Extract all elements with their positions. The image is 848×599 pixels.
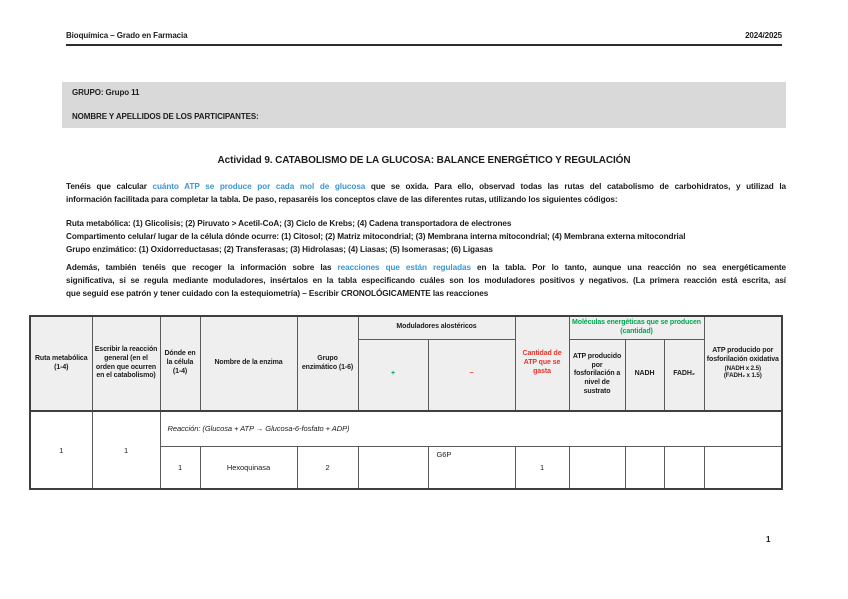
cell-modulador-positivo: [358, 446, 428, 489]
intro-highlight-blue: cuánto ATP se produce por cada mol de glucosa: [152, 182, 366, 191]
instructions-paragraph: [66, 261, 786, 300]
code-values: (1) Citosol; (2) Matriz mitocondrial; (3) Membrana interna mitocondrial; (4) Membrana externa mitocondrial: [279, 232, 686, 241]
instructions-text: Además, también tenéis que recoger la información sobre las: [66, 263, 338, 272]
code-label: Ruta metabólica:: [66, 219, 131, 228]
intro-line-1: [66, 180, 786, 193]
instructions-highlight-blue: reacciones que están reguladas: [337, 263, 471, 272]
col-header-modulador-negativo: −: [428, 339, 515, 411]
group-label: GRUPO: Grupo 11: [72, 88, 140, 97]
code-label: Compartimento celular/ lugar de la célula dónde ocurre:: [66, 232, 280, 241]
atp-oxidativa-fadh-factor: (FADH₂ x 1.5): [723, 372, 762, 380]
instructions-line-1: [66, 261, 786, 274]
col-header-nombre-enzima: Nombre de la enzima: [200, 316, 297, 411]
instructions-line-2: significativa, si se regula mediante moduladores, insértalos en la tabla especificando cuáles son los moduladores positivos y negativos. (La primera reacción está escrita, así: [66, 276, 786, 285]
catabolism-table: [29, 315, 783, 490]
intro-paragraph: [66, 180, 786, 206]
participants-label: NOMBRE Y APELLIDOS DE LOS PARTICIPANTES:: [72, 112, 259, 121]
col-header-moduladores-alostericos: Moduladores alostéricos: [358, 316, 515, 339]
academic-year: 2024/2025: [745, 31, 782, 40]
cell-grupo-enzimatico: 2: [297, 446, 358, 489]
cell-donde-celula: 1: [160, 446, 200, 489]
col-header-grupo-enzimatico: Grupo enzimático (1-6): [297, 316, 358, 411]
codes-list: [66, 217, 806, 256]
code-line-compartimento: [66, 230, 806, 243]
col-header-modulador-positivo: +: [358, 339, 428, 411]
code-values: (1) Glicolisis; (2) Piruvato > Acetil-CoA; (3) Ciclo de Krebs; (4) Cadena transportadora de electrones: [130, 219, 512, 228]
cell-reaccion: Reacción: (Glucosa + ATP → Glucosa-6-fosfato + ADP): [160, 411, 782, 446]
cell-nombre-enzima: Hexoquinasa: [200, 446, 297, 489]
cell-atp-oxidativa: [704, 446, 782, 489]
instructions-line-3: que seguid ese patrón y tener cuidado con la estequiometría) – Escribir CRONOLÓGICAMENTE las reacciones: [66, 289, 489, 298]
group-info-box: [62, 82, 786, 128]
col-header-nadh: NADH: [625, 339, 664, 411]
cell-fadh2: [664, 446, 704, 489]
col-header-moleculas-energeticas: Moléculas energéticas que se producen (cantidad): [569, 316, 704, 339]
col-header-atp-gastado: Cantidad de ATP que se gasta: [515, 316, 569, 411]
page-number: 1: [766, 535, 771, 544]
code-line-grupo: [66, 243, 806, 256]
cell-orden-reaccion: 1: [92, 411, 160, 489]
cell-nadh: [625, 446, 664, 489]
code-label: Grupo enzimático:: [66, 245, 137, 254]
atp-oxidativa-nadh-factor: (NADH x 2.5): [724, 364, 761, 372]
code-line-ruta: [66, 217, 806, 230]
col-header-donde-celula: Dónde en la célula (1-4): [160, 316, 200, 411]
document-header: [66, 31, 782, 46]
col-header-reaccion-general: Escribir la reacción general (en el orden que ocurren en el catabolismo): [92, 316, 160, 411]
code-values: (1) Oxidorreductasas; (2) Transferasas; (3) Hidrolasas; (4) Liasas; (5) Isomerasas; (6) Ligasas: [136, 245, 493, 254]
atp-oxidativa-text: ATP producido por fosforilación oxidativa: [706, 347, 779, 363]
course-name: Bioquímica – Grado en Farmacia: [66, 31, 188, 40]
activity-title: Actividad 9. CATABOLISMO DE LA GLUCOSA: BALANCE ENERGÉTICO Y REGULACIÓN: [217, 155, 631, 166]
instructions-text: en la tabla. Por lo tanto, aunque una reacción no sea energéticamente: [470, 263, 786, 272]
cell-atp-gastado: 1: [515, 446, 569, 489]
cell-atp-sustrato: [569, 446, 625, 489]
col-header-atp-sustrato: ATP producido por fosforilación a nivel de sustrato: [569, 339, 625, 411]
intro-line-2: información facilitada para completar la tabla. De paso, repasaréis los conceptos clave de las diferentes rutas, utilizando los siguientes códigos:: [66, 195, 618, 204]
col-header-atp-oxidativa: [704, 316, 782, 411]
col-header-fadh2: FADH₂: [664, 339, 704, 411]
col-header-ruta-metabolica: Ruta metabólica (1-4): [30, 316, 92, 411]
cell-ruta-metabolica: 1: [30, 411, 92, 489]
intro-text: Tenéis que calcular: [66, 182, 153, 191]
intro-text: que se oxida. Para ello, observad todas las rutas del catabolismo de carbohidratos, y utilizad la: [365, 182, 787, 191]
cell-modulador-negativo: G6P: [428, 446, 515, 489]
table-row-reaction: [30, 411, 782, 446]
